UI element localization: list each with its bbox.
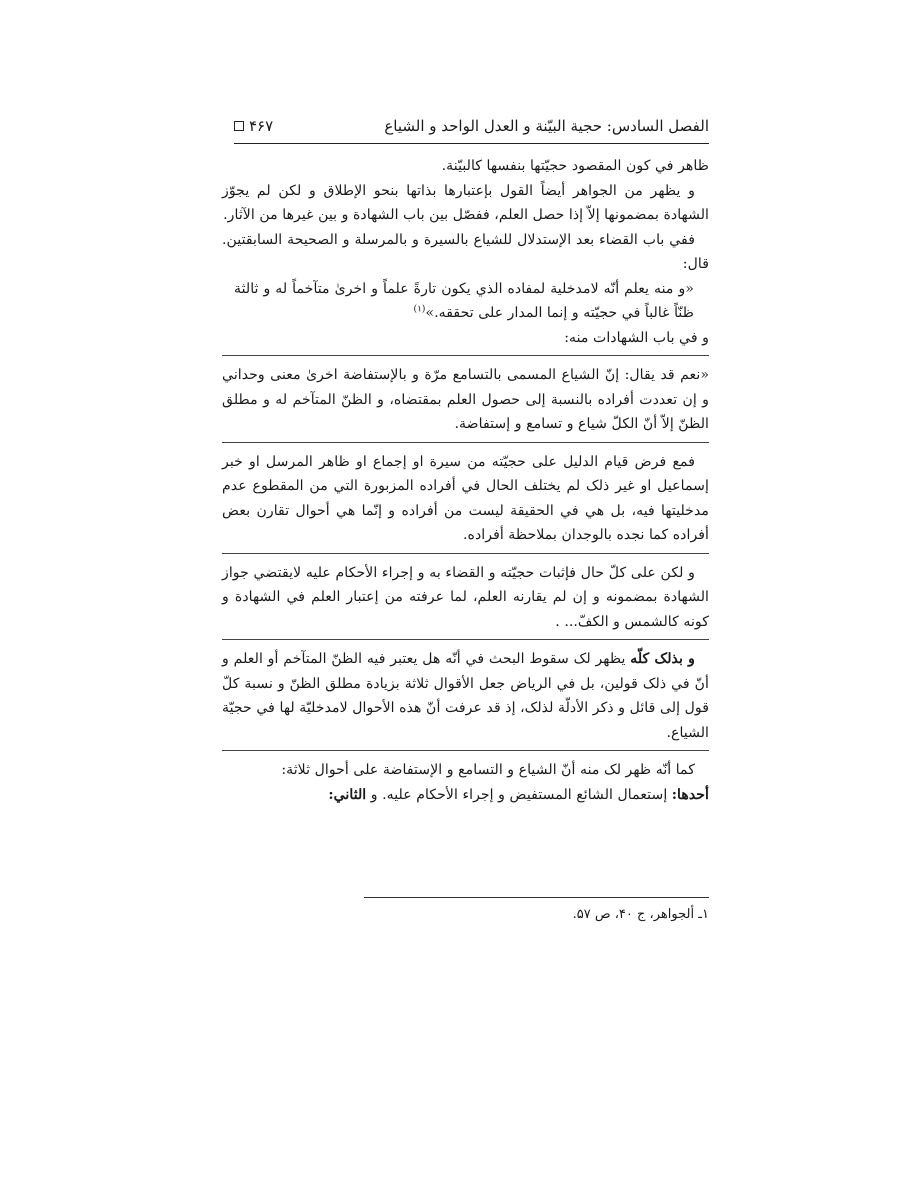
footnote-rule	[364, 897, 709, 898]
square-box-icon	[234, 121, 244, 131]
quote-2-continued-2: و لكن على كلّ حال فإثبات حجيّته و القضاء به و إجراء الأحكام عليه لايقتضي جواز الشهادة بمضمونه و إن لم يقارنه العلم، لما عرفته من إعتبار العلم في الشهادة و كونه كالشمس و الكفّ... .	[222, 564, 709, 630]
paragraph-7-text: إستعمال الشائع المستفيض و إجراء الأحكام عليه. و	[370, 786, 668, 803]
page-number-group	[234, 117, 273, 135]
page-number: ۴۶۷	[249, 117, 274, 135]
paragraph-7-bold-2: الثاني:	[328, 786, 367, 803]
page-header	[234, 112, 709, 140]
separator-rule	[222, 355, 709, 356]
paragraph-7	[222, 783, 709, 808]
paragraph-7-bold-1: أحدها:	[671, 786, 709, 803]
paragraph-1: ظاهر في كون المقصود حجيّتها بنفسها كالبيّنة.	[441, 158, 709, 174]
chapter-title: الفصل السادس: حجية البيّنة و العدل الواحد و الشياع	[384, 117, 709, 135]
quote-2-continued: فمع فرض قيام الدليل على حجيّته من سيرة او إجماع او ظاهر المرسل او خبر إسماعيل او غير ذلک لم يختلف الحال في أفراده المزبورة التي من المقطوع عدم مدخليتها فيه، بل هي في الحقيقة ليست من أفراده و إنّما هي أحوال تقارن بعض أفراده كما نجده بالوجدان بملاحظة أفراده.	[222, 453, 709, 543]
paragraph-5	[222, 647, 709, 745]
paragraph-5-text: يظهر لک سقوط البحث في أنّه هل يعتبر فيه الظنّ المتآخم أو العلم و أنّ في ذلک قولين، بل في الرياض جعل الأقوال ثلاثة بزيادة مطلق الظنّ و نسبة كلّ قول إلى قائل و ذكر الأدلّة لذلک، إذ قد عرفت أنّ هذه الأحوال لامدخليّة لها في حجيّة الشياع.	[222, 651, 709, 741]
separator-rule	[222, 553, 709, 554]
separator-rule	[222, 442, 709, 443]
quote-1-text: «و منه يعلم أنّه لامدخلية لمفاده الذي يكون تارةً علماً و اخرىٰ متآخماً له و ثالثة ظنّاً غالباً في حجيّته و إنما المدار على تحققه.»	[234, 280, 694, 321]
footnote: ۱ـ ألجواهر، ج ۴۰، ص ۵۷.	[572, 907, 709, 922]
separator-rule	[222, 750, 709, 751]
paragraph-3: ففي باب القضاء بعد الإستدلال للشياع بالسيرة و بالمرسلة و الصحيحة السابقتين. قال:	[222, 231, 709, 272]
paragraph-4: و في باب الشهادات منه:	[564, 329, 709, 346]
paragraph-2: و يظهر من الجواهر أيضاً القول بإعتبارها بذاتها بنحو الإطلاق و لكن لم يجوّز الشهادة بمضمونها إلاّ إذا حصل العلم، ففصّل بين باب الشهادة و بين غيرها من الآثار.	[222, 182, 709, 223]
body-text	[222, 154, 709, 807]
paragraph-6: كما أنّه ظهر لک منه أنّ الشياع و التسامع و الإستفاضة على أحوال ثلاثة:	[281, 762, 695, 778]
quote-1	[222, 277, 709, 326]
footnote-ref: (۱)	[413, 304, 426, 315]
header-rule	[234, 143, 709, 144]
paragraph-5-bold: و بذلک كلّه	[630, 651, 695, 667]
quote-2: «نعم قد يقال: إنّ الشياع المسمى بالتسامع مرّة و بالإستفاضة اخرىٰ معنى وحداني و إن تعددت أفراده بالنسبة إلى حصول العلم بمقتضاه، و الظنّ المتآخم له و مطلق الظنّ إلاّ أنّ الكلّ شياع و تسامع و إستفاضة.	[222, 367, 709, 432]
separator-rule	[222, 639, 709, 640]
